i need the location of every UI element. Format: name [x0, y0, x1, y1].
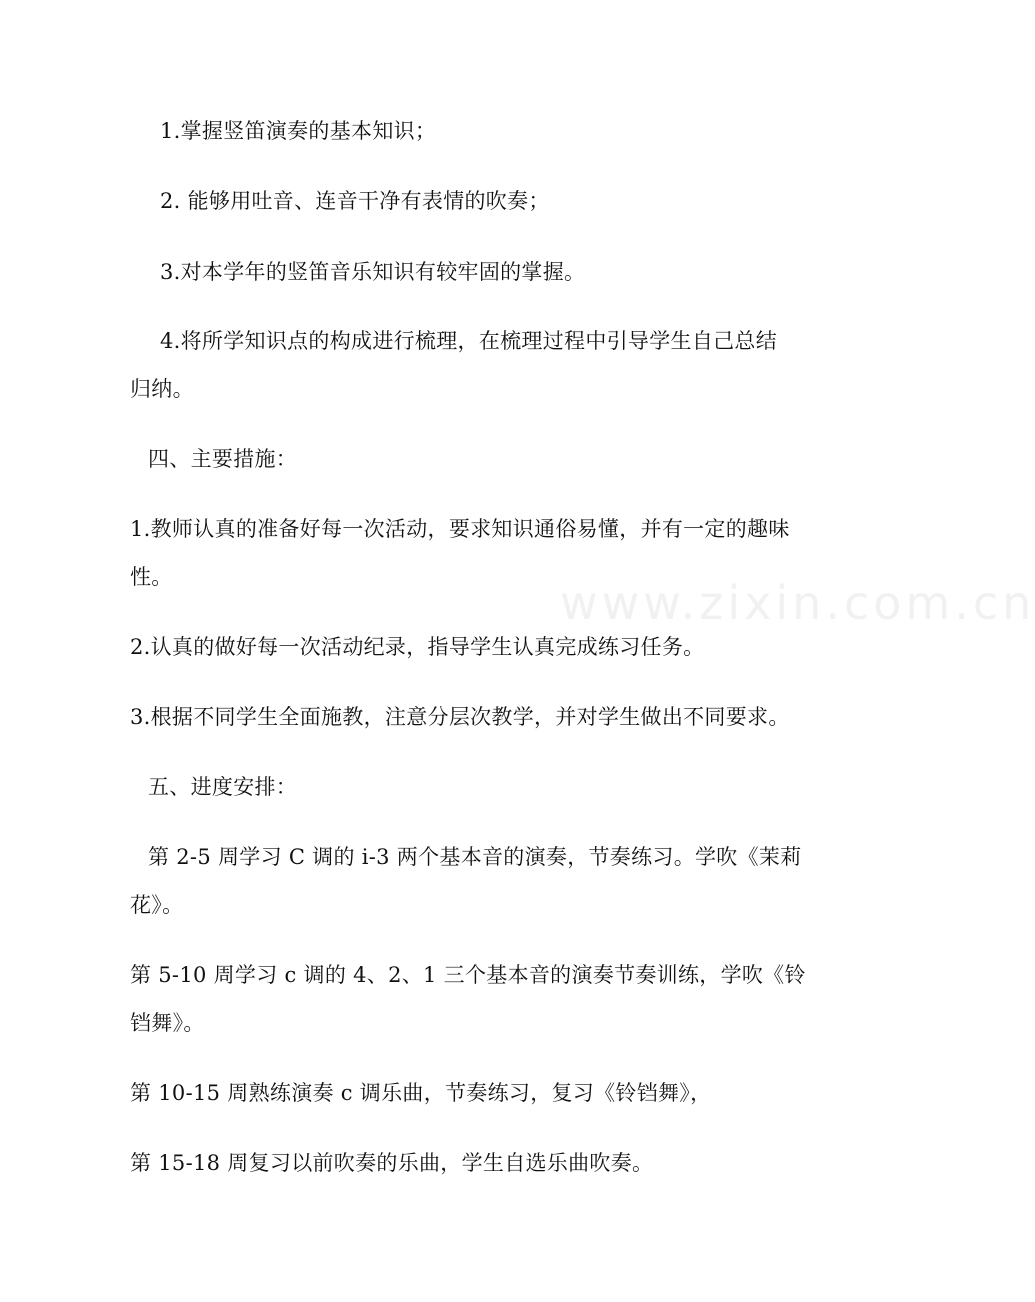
- objective-3: 3.对本学年的竖笛音乐知识有较牢固的掌握。: [160, 260, 586, 284]
- schedule-4: 第 15-18 周复习以前吹奏的乐曲，学生自选乐曲吹奏。: [130, 1151, 654, 1175]
- watermark: www.zixin.com.cn: [560, 576, 1035, 630]
- objective-4-line-1: 4.将所学知识点的构成进行梳理，在梳理过程中引导学生自己总结: [160, 329, 778, 353]
- measure-2: 2.认真的做好每一次活动纪录，指导学生认真完成练习任务。: [130, 635, 705, 659]
- measure-3: 3.根据不同学生全面施教，注意分层次教学，并对学生做出不同要求。: [130, 705, 790, 729]
- schedule-2-line-2: 铛舞》。: [130, 1011, 205, 1035]
- objective-1: 1.掌握竖笛演奏的基本知识；: [160, 119, 437, 143]
- schedule-2-line-1: 第 5-10 周学习 c 调的 4、2、1 三个基本音的演奏节奏训练，学吹《铃: [130, 963, 806, 987]
- section-heading-schedule: 五、进度安排：: [148, 775, 298, 799]
- schedule-3: 第 10-15 周熟练演奏 c 调乐曲，节奏练习，复习《铃铛舞》，: [130, 1081, 712, 1105]
- measure-1-line-2: 性。: [130, 565, 173, 589]
- objective-4-line-2: 归纳。: [130, 377, 194, 401]
- objective-2: 2. 能够用吐音、连音干净有表情的吹奏；: [160, 189, 550, 213]
- measure-1-line-1: 1.教师认真的准备好每一次活动，要求知识通俗易懂，并有一定的趣味: [130, 517, 790, 541]
- schedule-1-line-2: 花》。: [130, 893, 184, 917]
- schedule-1-line-1: 第 2-5 周学习 C 调的 i-3 两个基本音的演奏，节奏练习。学吹《茉莉: [148, 845, 802, 869]
- section-heading-measures: 四、主要措施：: [148, 447, 298, 471]
